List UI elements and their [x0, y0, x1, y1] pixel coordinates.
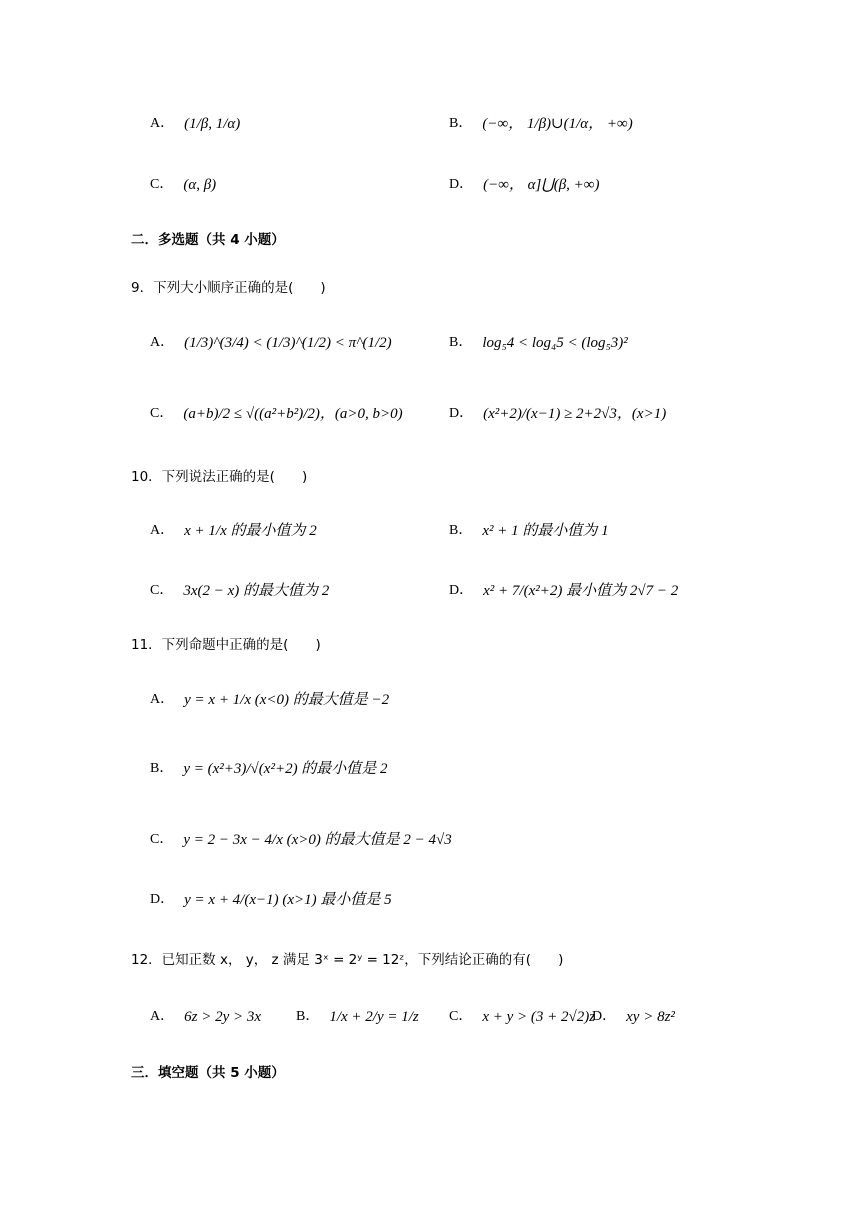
option-expression: 3x(2 − x) 的最大值为 2	[183, 583, 330, 599]
q10-stem: 10．下列说法正确的是( )	[131, 469, 308, 485]
option-expression: (−∞， 1/β)∪(1/α， +∞)	[482, 116, 633, 132]
q10-option-d	[449, 581, 678, 601]
option-letter: B．	[449, 116, 473, 131]
q8-option-d	[449, 175, 599, 195]
q10-option-b	[449, 521, 609, 541]
option-letter: A．	[150, 523, 175, 538]
option-letter: B．	[150, 761, 174, 776]
q11-stem: 11．下列命题中正确的是( )	[131, 637, 321, 653]
q9-option-c	[150, 404, 403, 424]
q10-option-a	[150, 521, 317, 541]
q12-option-b	[296, 1007, 419, 1027]
option-expression: x² + 7/(x²+2) 最小值为 2√7 − 2	[483, 583, 679, 599]
q12-stem: 12．已知正数 x， y， z 满足 3ˣ = 2ʸ = 12ᶻ，下列结论正确的有( )	[131, 952, 564, 968]
option-expression: (a+b)/2 ≤ √((a²+b²)/2)，(a>0, b>0)	[183, 406, 403, 422]
option-letter: A．	[150, 116, 175, 131]
option-letter: C．	[449, 1009, 473, 1024]
option-letter: A．	[150, 335, 175, 350]
option-expression: 6z > 2y > 3x	[184, 1009, 262, 1025]
option-letter: D．	[449, 583, 474, 598]
option-expression: 1/x + 2/y = 1/z	[329, 1009, 419, 1025]
q12-option-d	[592, 1007, 675, 1027]
option-expression: (α, β)	[183, 177, 217, 193]
q8-option-c	[150, 175, 216, 195]
option-letter: C．	[150, 583, 174, 598]
option-letter: A．	[150, 1009, 175, 1024]
option-expression: y = (x²+3)/√(x²+2) 的最小值是 2	[183, 761, 388, 777]
q9-option-a	[150, 333, 392, 353]
option-expression: y = 2 − 3x − 4/x (x>0) 的最大值是 2 − 4√3	[183, 832, 452, 848]
q8-option-a	[150, 114, 240, 134]
q8-option-b	[449, 114, 633, 134]
option-letter: C．	[150, 832, 174, 847]
q9-stem: 9．下列大小顺序正确的是( )	[131, 280, 326, 296]
section-title-multiple-choice: 二．多选题（共 4 小题）	[131, 232, 285, 248]
option-expression: y = x + 1/x (x<0) 的最大值是 −2	[184, 692, 390, 708]
option-letter: D．	[592, 1009, 617, 1024]
option-letter: C．	[150, 406, 174, 421]
q9-option-d	[449, 404, 666, 424]
option-expression: y = x + 4/(x−1) (x>1) 最小值是 5	[184, 892, 392, 908]
option-expression: (−∞， α]⋃(β, +∞)	[483, 177, 600, 193]
option-letter: B．	[449, 335, 473, 350]
section-title-fill-in: 三．填空题（共 5 小题）	[131, 1065, 285, 1081]
q10-option-c	[150, 581, 329, 601]
option-expression: x² + 1 的最小值为 1	[482, 523, 609, 539]
option-expression: x + y > (3 + 2√2)z	[482, 1009, 596, 1025]
option-expression: (1/3)^(3/4) < (1/3)^(1/2) < π^(1/2)	[184, 335, 392, 351]
option-expression: (x²+2)/(x−1) ≥ 2+2√3，(x>1)	[483, 406, 667, 422]
q9-option-b	[449, 333, 628, 353]
option-letter: D．	[449, 406, 474, 421]
option-expression: x + 1/x 的最小值为 2	[184, 523, 317, 539]
option-expression: (1/β, 1/α)	[184, 116, 241, 132]
option-letter: D．	[150, 892, 175, 907]
q11-option-b	[150, 759, 388, 779]
option-letter: B．	[296, 1009, 320, 1024]
q11-option-d	[150, 890, 392, 910]
q12-option-c	[449, 1007, 595, 1027]
q12-option-a	[150, 1007, 261, 1027]
option-letter: B．	[449, 523, 473, 538]
option-expression: log₅4 < log₄5 < (log₅3)²	[482, 335, 628, 351]
q11-option-c	[150, 830, 452, 850]
option-expression: xy > 8z²	[626, 1009, 675, 1025]
option-letter: C．	[150, 177, 174, 192]
option-letter: A．	[150, 692, 175, 707]
q11-option-a	[150, 690, 389, 710]
option-letter: D．	[449, 177, 474, 192]
